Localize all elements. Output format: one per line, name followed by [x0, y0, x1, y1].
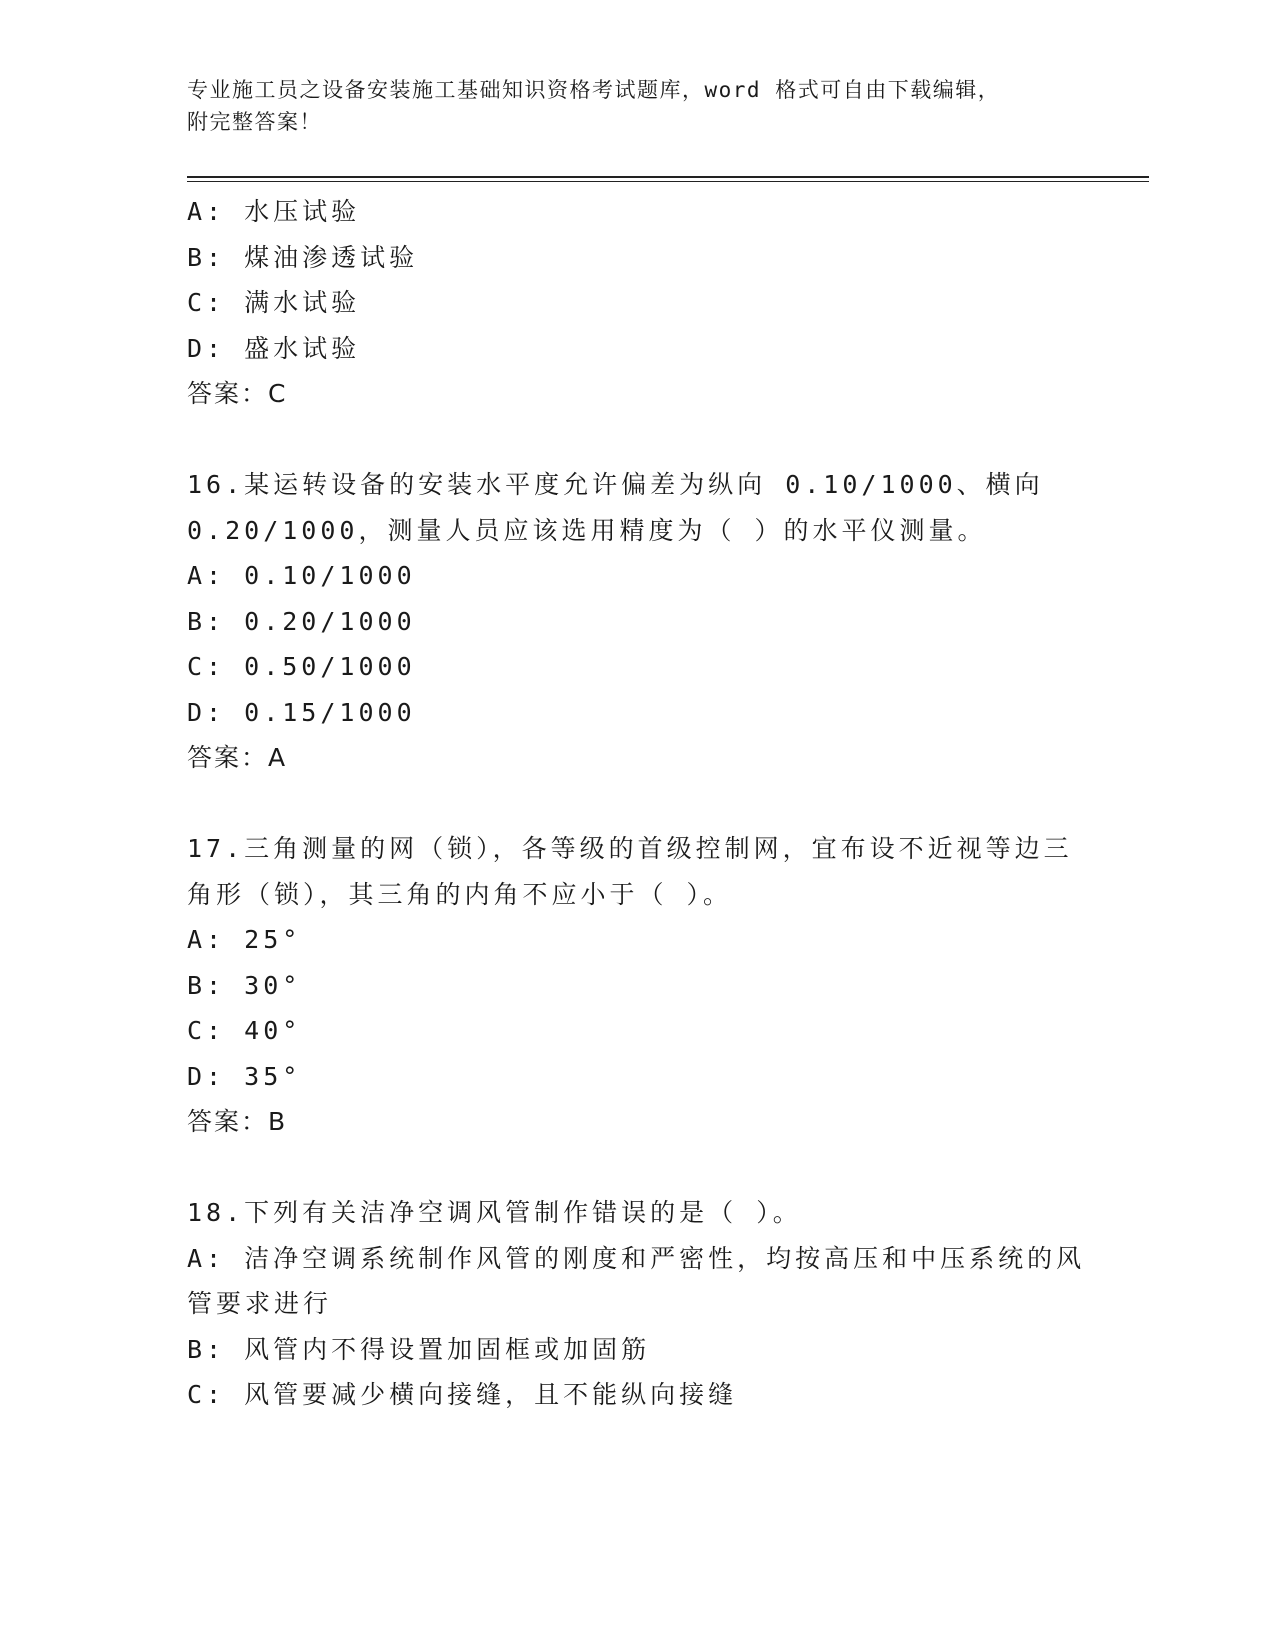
option-a: A: 0.10/1000 — [187, 561, 416, 590]
question-stem-line: 0.20/1000，测量人员应该选用精度为（ ）的水平仪测量。 — [187, 515, 987, 545]
header-title-line-1: 专业施工员之设备安装施工基础知识资格考试题库，word 格式可自由下载编辑， — [187, 78, 1001, 102]
option-b: B: 煤油渗透试验 — [187, 242, 419, 272]
option-c: C: 0.50/1000 — [187, 652, 416, 681]
question-17 — [187, 826, 1087, 1145]
question-15-tail — [187, 189, 1087, 417]
spacer — [187, 417, 1087, 463]
question-16 — [187, 462, 1087, 781]
answer-line: 答案：C — [187, 379, 288, 408]
option-c: C: 风管要减少横向接缝，且不能纵向接缝 — [187, 1380, 738, 1409]
header-divider-thick — [187, 176, 1149, 178]
option-c: C: 40° — [187, 1016, 302, 1045]
option-b: B: 30° — [187, 970, 302, 1000]
option-d: D: 35° — [187, 1061, 302, 1091]
spacer — [187, 1145, 1087, 1191]
option-a: A: 洁净空调系统制作风管的刚度和严密性，均按高压和中压系统的风 — [187, 1243, 1086, 1273]
option-b: B: 0.20/1000 — [187, 606, 416, 636]
question-stem-line: 16.某运转设备的安装水平度允许偏差为纵向 0.10/1000、横向 — [187, 470, 1044, 499]
question-list — [187, 189, 1087, 1418]
spacer — [187, 781, 1087, 827]
option-a: A: 25° — [187, 925, 302, 954]
question-stem-line: 角形（锁），其三角的内角不应小于（ ）。 — [187, 879, 733, 909]
question-stem-line: 17.三角测量的网（锁），各等级的首级控制网，宜布设不近视等边三 — [187, 834, 1073, 863]
header-divider-thin — [187, 181, 1149, 182]
option-d: D: 0.15/1000 — [187, 697, 416, 727]
question-stem-line: 18.下列有关洁净空调风管制作错误的是（ ）。 — [187, 1198, 802, 1227]
option-a-continuation: 管要求进行 — [187, 1289, 333, 1318]
question-18 — [187, 1190, 1087, 1418]
option-c: C: 满水试验 — [187, 288, 361, 317]
answer-line: 答案：A — [187, 743, 288, 772]
option-d: D: 盛水试验 — [187, 333, 361, 363]
header-title-line-2: 附完整答案！ — [187, 110, 322, 134]
answer-line: 答案：B — [187, 1107, 288, 1136]
document-header — [187, 74, 1067, 138]
option-b: B: 风管内不得设置加固框或加固筋 — [187, 1334, 651, 1364]
option-a: A: 水压试验 — [187, 197, 361, 226]
